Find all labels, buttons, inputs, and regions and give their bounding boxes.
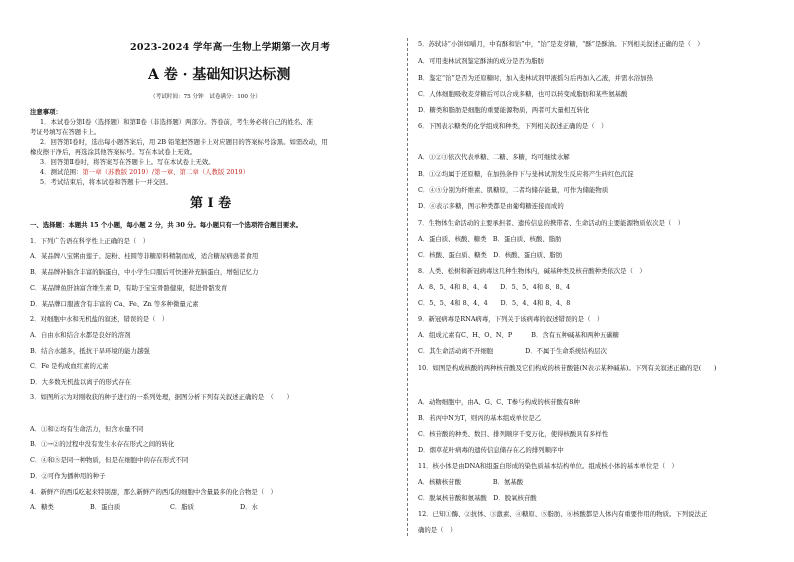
option: A．蛋白质、核酸、糖类 B．蛋白质、核酸、脂肪 (418, 235, 562, 243)
question-stem-cont: 确的是（ ） (418, 526, 457, 534)
option: A．糖类 (30, 503, 54, 511)
question-stem: 12．已知①酶、②抗体、③激素、④糖原、⑤脂肪、⑥核酸都是人体内有重要作用的物质。下列说法正 (418, 510, 708, 518)
notice-scope-label: 4．测试范围： (40, 168, 83, 176)
option: C．5、5、4和 8、4、4 D．5、4、4和 8、4、8 (418, 299, 571, 307)
option: A．自由水和结合水都是良好的溶剂 (30, 331, 131, 339)
question-stem: 3．如图所示为对刚收获的种子进行的一系列处理，据图分析下列有关叙述正确的是 （ ） (30, 393, 293, 401)
option: B．①→②的过程中没有发生水存在形式之间的转化 (30, 440, 175, 448)
question-stem: 8．人类、松树和新冠病毒这几种生物体内，碱基种类及核苷酸种类依次是（ ） (418, 267, 646, 275)
notice-line: 3．回答第Ⅱ卷时，将答案写在答题卡上。写在本试卷上无效。 (40, 158, 215, 166)
notice-line: 1．本试卷分第Ⅰ卷（选择题）和第Ⅱ卷（非选择题）两部分。答卷前，考生务必将自己的姓名、准 (40, 118, 313, 126)
notice-line: 橡皮擦干净后，再选涂其他答案标号。写在本试卷上无效。 (30, 148, 197, 156)
option: C．核苷酸的种类、数目、排列顺序千变万化，使得核酸具有多样性 (418, 430, 609, 438)
question-stem: 4．新鲜产的西瓜吃起来特别甜，那么新鲜产的西瓜的细胞中含量最多的化合物是（ ） (30, 488, 277, 496)
section-instruction: 一、选择题：本题共 15 个小题，每小题 2 分，共 30 分。每小题只有一个选项符合题目要求。 (30, 221, 303, 229)
option: B．①②均属于还原糖，在加热条件下与斐林试剂发生反应将产生砖红色沉淀 (418, 170, 634, 178)
option: A．8、5、4和 8、4、4 D．5、5、4和 8、8、4 (418, 283, 571, 291)
notice-title: 注意事项： (30, 108, 62, 116)
option: C．核酸、蛋白质、糖类 D．核酸、蛋白质、脂肪 (418, 251, 563, 259)
option: D．糖类和脂肪是细胞的重要能源物质，两者可大量相互转化 (418, 106, 590, 114)
figure-placeholder (458, 132, 658, 148)
option: B．某品牌补脑含丰富的脑蛋白，中小学生口服后可快速补充脑蛋白，增强记忆力 (30, 268, 259, 276)
question-stem: 6．下图表示糖类的化学组成和种类，下列相关叙述正确的是（ ） (418, 122, 608, 130)
column-divider (407, 38, 408, 536)
option: A．核糖核苷酸 B．氨基酸 (418, 478, 524, 486)
option: D．大多数无机盐以离子的形式存在 (30, 378, 131, 386)
section-title: 第 Ⅰ 卷 (190, 196, 232, 211)
option: D．烟草花叶病毒的遗传信息储存在乙的排列顺序中 (418, 446, 564, 454)
option: A．某品牌八宝粥由莲子、淀粉、桂圆等非糖原料精制而成，适合糖尿病患者食用 (30, 252, 259, 260)
notice-line-scope (40, 168, 249, 176)
exam-title: 2023-2024 学年高一生物上学期第一次月考 (130, 42, 331, 53)
option: D．水 (240, 503, 258, 511)
option: A．①和②均有生命活力，但含水量不同 (30, 425, 144, 433)
question-stem: 10．如图是构成核酸的两种核苷酸及它们构成的核苷酸链(N表示某种碱基)。下列有关叙述正确的是( ) (418, 364, 717, 372)
notice-scope-value: 第一章（苏教版 2019）/第一章、第二章（人教版 2019） (82, 168, 249, 176)
option: C．Fe 是构成血红素的元素 (30, 362, 109, 370)
question-stem: 2．对细胞中水和无机盐的叙述，错误的是（ ） (30, 315, 169, 323)
figure-placeholder (70, 403, 270, 421)
figure-placeholder (458, 374, 658, 394)
option: A．组成元素有C、H、O、N、P B．含有五种碱基和两种五碳糖 (418, 331, 620, 339)
notice-line: 5．考试结束后，将本试卷和答题卡一并交回。 (40, 178, 172, 186)
question-stem: 11．核小体是由DNA和组蛋白形成的染色质基本结构单位。组成核小体的基本单位是（ ） (418, 462, 678, 470)
option: A．动物细胞中，由A、G、C、T参与构成的核苷酸有8种 (418, 398, 580, 406)
question-stem: 9．新冠病毒是RNA病毒，下列关于该病毒的叙述错误的是（ ） (418, 315, 604, 323)
option: C．人体细胞吸收麦芽糖后可以合成多糖，也可以转变成脂肪和某些氨基酸 (418, 90, 628, 98)
question-stem: 5．苏轼诗“小饼如嚼月，中有酥和饴”中，“饴”是麦芽糖，“酥”是酥油。下列相关叙述正确的是（ ） (418, 40, 704, 48)
option: B．蛋白质 (90, 503, 121, 511)
option: D．④表示多糖，图示种类都是由葡萄糖连接而成的 (418, 202, 564, 210)
option: C．某品牌鱼肝油富含维生素 D，有助于宝宝骨骼健康，促进骨骼发育 (30, 284, 228, 292)
question-stem: 1．下列广告语在科学性上正确的是（ ） (30, 237, 150, 245)
question-stem: 7．生物体生命活动的主要承担者、遗传信息的携带者、生命活动的主要能源物质依次是（ ） (418, 219, 685, 227)
option: B．鉴定“饴”是否为还原糖时，加入斐林试剂甲液摇匀后再加入乙液，并需水浴加热 (418, 74, 653, 82)
exam-info: （考试时间：75 分钟 试卷满分：100 分） (150, 94, 261, 100)
option: A．①②③依次代表单糖、二糖、多糖，均可继续水解 (418, 153, 570, 161)
option: C．脂质 (170, 503, 195, 511)
option: B．结合水越多，抵抗干旱环境的能力越强 (30, 347, 150, 355)
option: C．脱氧核苷酸和氨基酸 D．脱氧核苷酸 (418, 494, 537, 502)
option: D．②可作为播种用的种子 (30, 472, 106, 480)
option: C．④和⑤是同一种物质，但是在细胞中的存在形式不同 (30, 456, 189, 464)
option: C．其生命活动离不开细胞 D．不属于生命系统结构层次 (418, 347, 607, 355)
option: B．若丙中N为T，则丙的基本组成单位是乙 (418, 414, 542, 422)
option: A．可用斐林试剂鉴定酥油的成分是否为脂肪 (418, 57, 545, 65)
option: C．④⑤分别为纤维素、肌糖原，二者均储存能量，可作为储能物质 (418, 186, 609, 194)
notice-line: 考证号填写在答题卡上。 (30, 128, 101, 136)
notice-line: 2．回答第Ⅰ卷时，选出每小题答案后，用 2B 铅笔把答题卡上对应题目的答案标号涂黑。如需改动，用 (40, 138, 328, 146)
exam-subtitle: A 卷 · 基础知识达标测 (148, 67, 291, 83)
option: D．某品牌口服液含有丰富的 Ca、Fe、Zn 等多种微量元素 (30, 300, 199, 308)
